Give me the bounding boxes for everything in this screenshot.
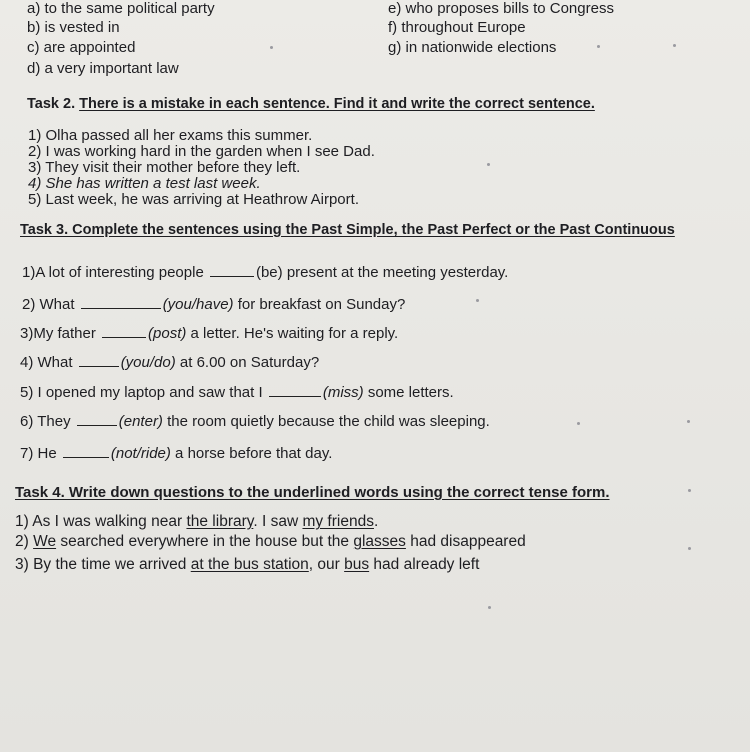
task3-item-5-rest: some letters. bbox=[363, 384, 454, 401]
task3-item-4-text: 4) What bbox=[20, 354, 77, 371]
task4-item-3-underlined-2: bus bbox=[344, 556, 370, 573]
task4-item-1-text-2: . I saw bbox=[253, 513, 303, 530]
task3-item-1-text: 1)A lot of interesting people bbox=[22, 264, 208, 281]
answer-blank-2[interactable] bbox=[81, 296, 161, 309]
task2-title-instructions: There is a mistake in each sentence. Find it and write the correct sentence. bbox=[79, 96, 595, 112]
match-item-g: g) in nationwide elections bbox=[388, 39, 557, 56]
task3-item-3 bbox=[20, 325, 398, 343]
task4-item-2-underlined-1: We bbox=[33, 533, 57, 550]
paper-speck bbox=[688, 547, 691, 550]
task4-item-2 bbox=[15, 533, 526, 551]
answer-blank-3[interactable] bbox=[102, 325, 146, 338]
task3-item-7-verb: (not/ride) bbox=[110, 445, 171, 462]
paper-speck bbox=[688, 489, 691, 492]
task2-sentence-4: 4) She has written a test last week. bbox=[28, 175, 261, 192]
task4-item-2-text: 2) bbox=[15, 533, 34, 550]
task4-item-2-text-2: searched everywhere in the house but the bbox=[56, 533, 354, 550]
task3-item-4-verb: (you/do) bbox=[120, 354, 176, 371]
match-item-c: c) are appointed bbox=[27, 39, 136, 56]
task3-item-5-text: 5) I opened my laptop and saw that I bbox=[20, 384, 267, 401]
task4-item-1-text: 1) As I was walking near bbox=[15, 513, 187, 530]
task3-item-6-text: 6) They bbox=[20, 413, 75, 430]
task4-item-1-underlined-2: my friends bbox=[302, 513, 374, 530]
task3-item-3-verb: (post) bbox=[148, 325, 187, 342]
task3-item-3-rest: a letter. He's waiting for a reply. bbox=[186, 325, 399, 342]
answer-blank-7[interactable] bbox=[63, 445, 109, 458]
task3-item-1 bbox=[22, 264, 508, 282]
task4-item-2-underlined-2: glasses bbox=[353, 533, 406, 550]
answer-blank-6[interactable] bbox=[77, 413, 117, 426]
task3-item-3-text: 3)My father bbox=[20, 325, 101, 342]
task2-sentence-5: 5) Last week, he was arriving at Heathrow Airport. bbox=[28, 191, 359, 208]
task3-item-2-text: 2) What bbox=[22, 296, 79, 313]
task4-item-3-text-3: had already left bbox=[369, 556, 480, 573]
task3-item-1-verb: (be) bbox=[255, 264, 283, 281]
task4-item-1 bbox=[15, 513, 378, 531]
paper-speck bbox=[270, 46, 273, 49]
paper-speck bbox=[597, 45, 600, 48]
task3-item-7-text: 7) He bbox=[20, 445, 61, 462]
task4-item-3-text: 3) By the time we arrived bbox=[15, 556, 191, 573]
task3-item-1-rest: present at the meeting yesterday. bbox=[282, 264, 509, 281]
task2-title-prefix: Task 2. bbox=[27, 96, 80, 112]
match-item-d: d) a very important law bbox=[27, 60, 179, 77]
task3-item-4 bbox=[20, 354, 319, 372]
task4-item-1-text-3: . bbox=[373, 513, 379, 530]
task3-item-2 bbox=[22, 296, 405, 314]
task4-item-3-text-2: , our bbox=[308, 556, 345, 573]
paper-speck bbox=[673, 44, 676, 47]
task3-item-7-rest: a horse before that day. bbox=[170, 445, 333, 462]
task4-item-1-underlined-1: the library bbox=[186, 513, 254, 530]
task4-title: Task 4. Write down questions to the underlined words using the correct tense form. bbox=[15, 484, 610, 501]
answer-blank-1[interactable] bbox=[210, 264, 254, 277]
task3-item-5-verb: (miss) bbox=[322, 384, 364, 401]
match-item-e: e) who proposes bills to Congress bbox=[388, 0, 614, 17]
task3-item-5 bbox=[20, 384, 454, 402]
task2-title bbox=[27, 95, 595, 113]
task2-sentence-2: 2) I was working hard in the garden when I see Dad. bbox=[28, 143, 375, 160]
answer-blank-4[interactable] bbox=[79, 354, 119, 367]
task4-item-3-underlined-1: at the bus station bbox=[190, 556, 309, 573]
paper-speck bbox=[687, 420, 690, 423]
task4-item-3 bbox=[15, 556, 479, 574]
task3-item-4-rest: at 6.00 on Saturday? bbox=[175, 354, 320, 371]
match-item-a: a) to the same political party bbox=[27, 0, 215, 17]
paper-speck bbox=[476, 299, 479, 302]
task3-item-2-rest: for breakfast on Sunday? bbox=[233, 296, 406, 313]
answer-blank-5[interactable] bbox=[269, 384, 321, 397]
task3-item-7 bbox=[20, 445, 332, 463]
task3-item-6 bbox=[20, 413, 490, 431]
task2-sentence-1: 1) Olha passed all her exams this summer. bbox=[28, 127, 313, 144]
match-item-f: f) throughout Europe bbox=[388, 19, 526, 36]
task4-item-2-text-3: had disappeared bbox=[405, 533, 526, 550]
paper-speck bbox=[488, 606, 491, 609]
task3-item-6-rest: the room quietly because the child was sleeping. bbox=[162, 413, 490, 430]
match-item-b: b) is vested in bbox=[27, 19, 120, 36]
paper-speck bbox=[487, 163, 490, 166]
paper-speck bbox=[577, 422, 580, 425]
task3-item-6-verb: (enter) bbox=[118, 413, 163, 430]
task3-item-2-verb: (you/have) bbox=[162, 296, 234, 313]
task3-title: Task 3. Complete the sentences using the Past Simple, the Past Perfect or the Past Continuous bbox=[20, 222, 675, 238]
task2-sentence-3: 3) They visit their mother before they left. bbox=[28, 159, 301, 176]
